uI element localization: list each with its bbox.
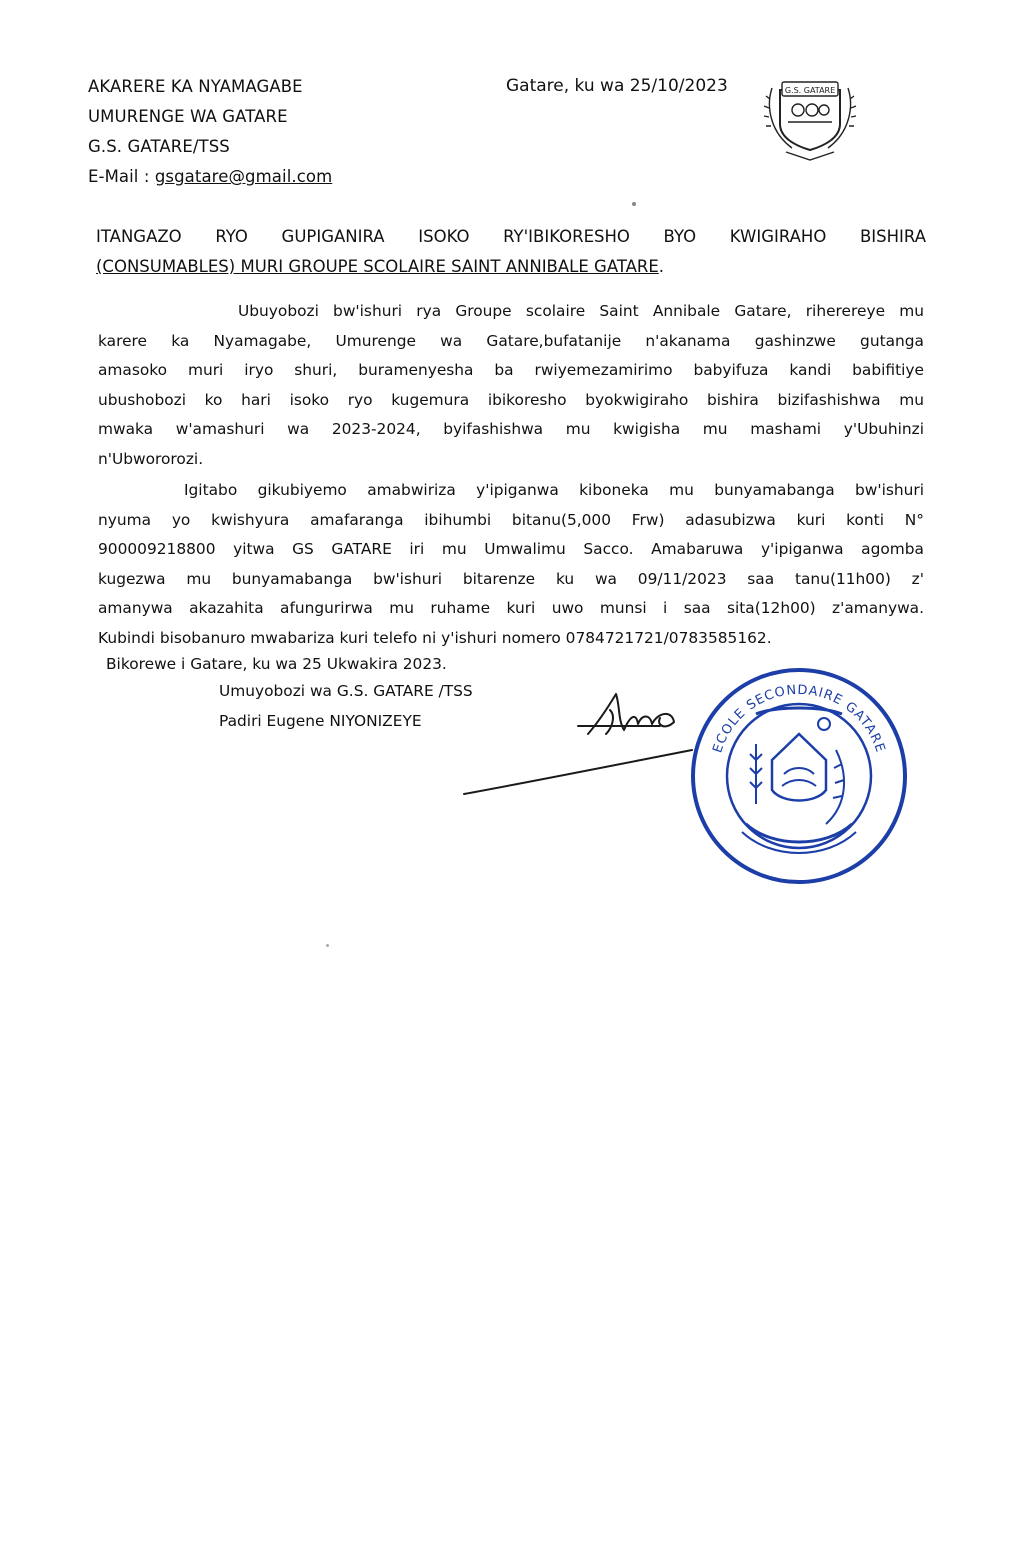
- handwritten-signature: [460, 690, 700, 800]
- notice-title: [96, 222, 926, 282]
- email-label: E-Mail :: [88, 167, 155, 186]
- title-line-2-end: .: [658, 257, 665, 276]
- email-line: [88, 162, 332, 192]
- notice-body: [98, 297, 924, 653]
- district-line: AKARERE KA NYAMAGABE: [88, 77, 303, 96]
- p1-line: karere ka Nyamagabe, Umurenge wa Gatare,bufatanije n'akanama gashinzwe gutanga: [98, 331, 924, 350]
- p2-line: 900009218800 yitwa GS GATARE iri mu Umwalimu Sacco. Amabaruwa y'ipiganwa agomba: [98, 540, 924, 558]
- signer-block: [219, 677, 473, 736]
- paragraph-2: [98, 476, 924, 653]
- p2-line: Kubindi bisobanuro mwabariza kuri telefo ni y'ishuri nomero 0784721721/0783585162.: [98, 628, 772, 647]
- p1-line: Ubuyobozi bw'ishuri rya Groupe scolaire Saint Annibale Gatare, riherereye mu: [238, 302, 924, 320]
- p2-line: Igitabo gikubiyemo amabwiriza y'ipiganwa kiboneka mu bunyamabanga bw'ishuri: [184, 481, 924, 499]
- title-line-1: ITANGAZO RYO GUPIGANIRA ISOKO RY'IBIKORESHO BYO KWIGIRAHO BISHIRA: [96, 227, 926, 246]
- sector-line: UMURENGE WA GATARE: [88, 107, 288, 126]
- p2-line: nyuma yo kwishyura amafaranga ibihumbi bitanu(5,000 Frw) adasubizwa kuri konti N°: [98, 510, 924, 529]
- official-stamp: [686, 664, 912, 886]
- signer-role: Umuyobozi wa G.S. GATARE /TSS: [219, 682, 473, 700]
- title-line-2: (CONSUMABLES) MURI GROUPE SCOLAIRE SAINT ANNIBALE GATARE: [96, 257, 659, 276]
- p1-line: amasoko muri iryo shuri, buramenyesha ba rwiyemezamirimo babyifuza kandi babifitiye: [98, 361, 924, 379]
- email-link[interactable]: gsgatare@gmail.com: [154, 167, 333, 186]
- title-line-2-wrap: [96, 252, 926, 282]
- signer-name: Padiri Eugene NIYONIZEYE: [219, 711, 422, 730]
- p1-line: n'Ubwororozi.: [98, 449, 204, 468]
- p1-line: mwaka w'amashuri wa 2023-2024, byifashishwa mu kwigisha mu mashami y'Ubuhinzi: [98, 420, 924, 438]
- school-line: G.S. GATARE/TSS: [88, 137, 230, 156]
- paragraph-1: [98, 297, 924, 474]
- p1-line: ubushobozi ko hari isoko ryo kugemura ibikoresho byokwigiraho bishira bizifashishwa mu: [98, 390, 924, 409]
- scan-speck: [326, 944, 329, 947]
- date-line: Gatare, ku wa 25/10/2023: [506, 76, 728, 96]
- scan-speck: [632, 202, 636, 206]
- stamp-text: ECOLE SECONDAIRE GATARE: [710, 682, 888, 755]
- p2-line: amanywa akazahita afungurirwa mu ruhame kuri uwo munsi i saa sita(12h00) z'amanywa.: [98, 599, 924, 617]
- signoff-line: Bikorewe i Gatare, ku wa 25 Ukwakira 2023.: [106, 655, 447, 673]
- p2-line: kugezwa mu bunyamabanga bw'ishuri bitarenze ku wa 09/11/2023 saa tanu(11h00) z': [98, 569, 924, 588]
- sender-block: [88, 72, 332, 192]
- school-logo: [758, 76, 862, 162]
- logo-text: G.S. GATARE: [784, 86, 836, 95]
